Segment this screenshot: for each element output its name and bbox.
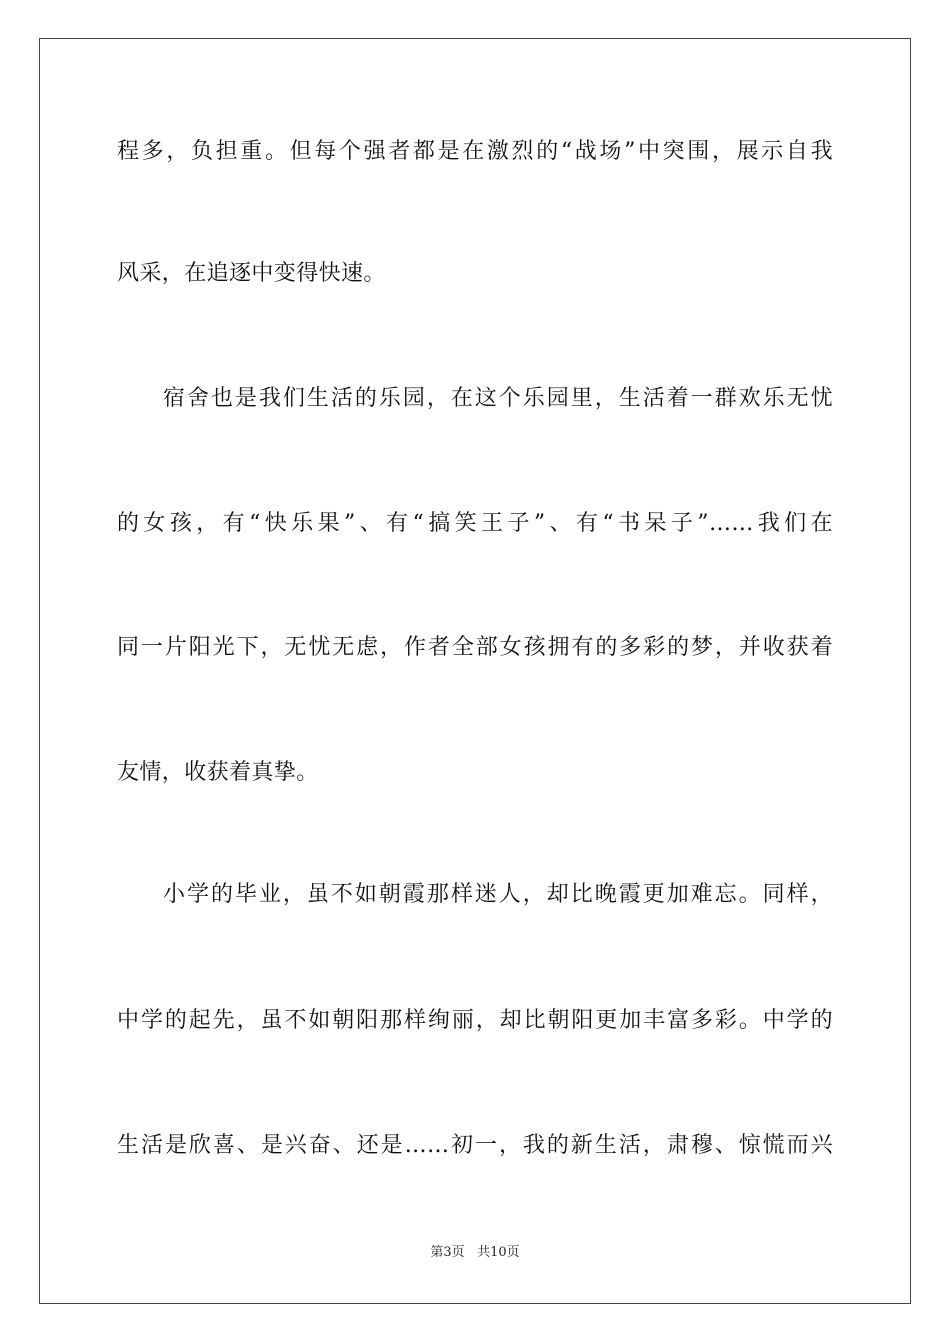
text-line: 同一片阳光下，无忧无虑，作者全部女孩拥有的多彩的梦，并收获着 [117,635,833,660]
text-line: 的女孩，有“快乐果”、有“搞笑王子”、有“书呆子”……我们在 [117,511,833,536]
text-line: 宿舍也是我们生活的乐园，在这个乐园里，生活着一群欢乐无忧 [163,386,833,411]
page-number: 第3页 [430,1245,465,1260]
text-line: 生活是欣喜、是兴奋、还是……初一，我的新生活，肃穆、惊慌而兴 [117,1133,833,1158]
text-line: 中学的起先，虽不如朝阳那样绚丽，却比朝阳更加丰富多彩。中学的 [117,1008,833,1033]
page-total: 共10页 [477,1245,520,1260]
text-line: 程多，负担重。但每个强者都是在激烈的“战场”中突围，展示自我 [117,139,833,164]
text-line: 风采，在追逐中变得快速。 [117,261,386,286]
text-line: 小学的毕业，虽不如朝霞那样迷人，却比晚霞更加难忘。同样， [163,882,833,907]
text-line: 友情，收获着真挚。 [117,760,319,785]
page-footer [0,1245,950,1261]
page-border [39,38,911,1304]
